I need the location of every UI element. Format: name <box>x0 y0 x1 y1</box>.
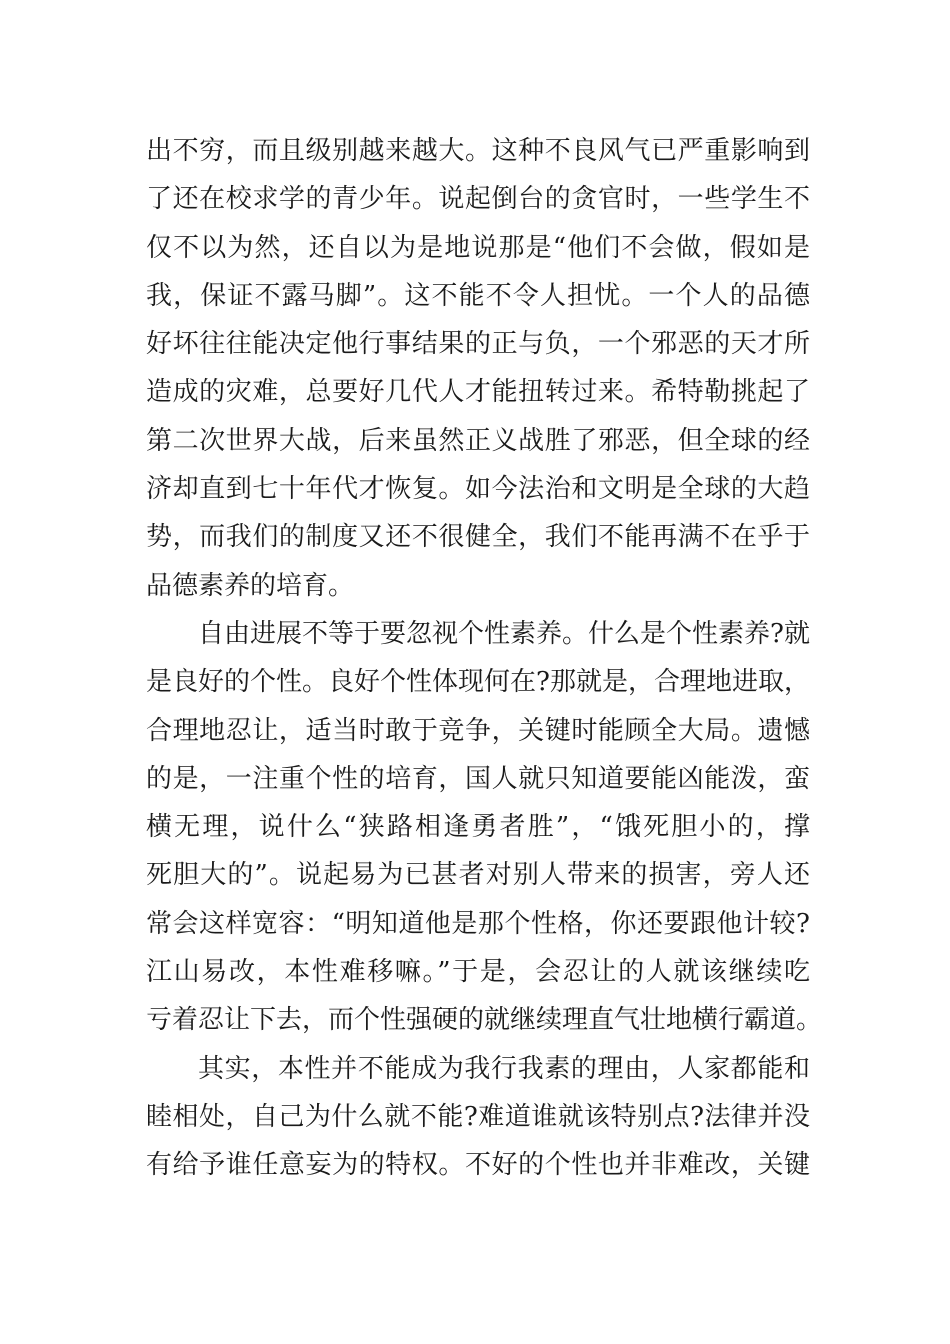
text-line: 死胆大的”。说起易为已甚者对别人带来的损害，旁人还 <box>146 860 810 891</box>
paragraph-end-line: 品德素养的培育。 <box>146 570 355 601</box>
text-line: 江山易改，本性难移嘛。”于是，会忍让的人就该继续吃 <box>146 957 810 988</box>
paragraph-start-line: 自由进展不等于要忽视个性素养。什么是个性素养?就 <box>198 618 810 649</box>
text-line: 势，而我们的制度又还不很健全，我们不能再满不在乎于 <box>146 522 810 553</box>
text-line: 睦相处，自己为什么就不能?难道谁就该特别点?法律并没 <box>146 1101 810 1132</box>
text-line: 的是，一注重个性的培育，国人就只知道要能凶能泼，蛮 <box>146 763 810 794</box>
text-line: 好坏往往能决定他行事结果的正与负，一个邪恶的天才所 <box>146 329 810 360</box>
text-line: 造成的灾难，总要好几代人才能扭转过来。希特勒挑起了 <box>146 377 810 408</box>
text-line: 仅不以为然，还自以为是地说那是“他们不会做，假如是 <box>146 232 810 263</box>
text-line: 有给予谁任意妄为的特权。不好的个性也并非难改，关键 <box>146 1150 810 1181</box>
text-line: 是良好的个性。良好个性体现何在?那就是，合理地进取， <box>146 667 810 698</box>
text-line: 常会这样宽容：“明知道他是那个性格，你还要跟他计较? <box>146 908 810 939</box>
paragraph-end-line: 亏着忍让下去，而个性强硬的就继续理直气壮地横行霸道。 <box>146 1005 823 1036</box>
body-text <box>146 127 823 1190</box>
text-line: 横无理，说什么“狭路相逢勇者胜”，“饿死胆小的，撑 <box>146 812 810 843</box>
text-line: 我，保证不露马脚”。这不能不令人担忧。一个人的品德 <box>146 280 810 311</box>
text-line: 合理地忍让，适当时敢于竞争，关键时能顾全大局。遗憾 <box>146 715 810 746</box>
text-line: 济却直到七十年代才恢复。如今法治和文明是全球的大趋 <box>146 474 810 505</box>
text-line: 了还在校求学的青少年。说起倒台的贪官时，一些学生不 <box>146 184 810 215</box>
text-line: 出不穷，而且级别越来越大。这种不良风气已严重影响到 <box>146 136 810 166</box>
paragraph-start-line: 其实，本性并不能成为我行我素的理由，人家都能和 <box>198 1053 810 1084</box>
text-line: 第二次世界大战，后来虽然正义战胜了邪恶，但全球的经 <box>146 425 810 456</box>
